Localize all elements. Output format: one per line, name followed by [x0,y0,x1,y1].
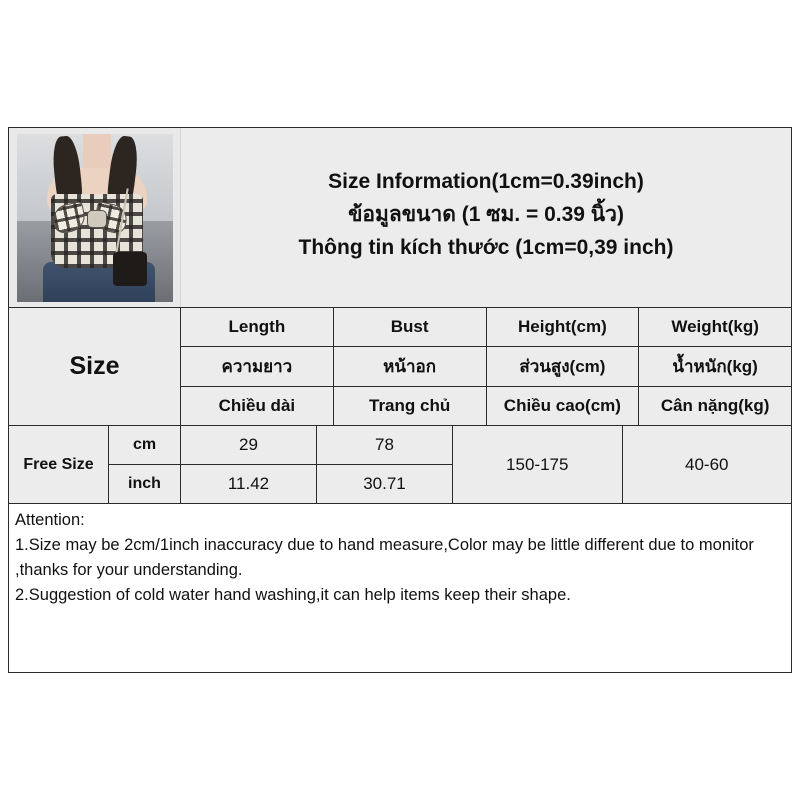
row-size-label: Free Size [9,426,109,503]
size-header-cell: Size [9,308,181,425]
title-line-th: ข้อมูลขนาด (1 ซม. = 0.39 นิ้ว) [348,203,624,226]
attention-line-1: 1.Size may be 2cm/1inch inaccuracy due to hand measure,Color may be little different due to monitor ,thanks for your understanding. [15,536,754,579]
title-cell [181,128,791,307]
column-header-weight [639,308,791,425]
column-header-length-vi: Chiều dài [181,387,333,425]
height-value: 150-175 [453,426,623,503]
attention-title: Attention: [15,511,85,529]
column-header-length [181,308,334,425]
shoulder-bag [113,252,147,286]
column-header-bust-en: Bust [334,308,486,347]
table-row [9,426,791,504]
column-header-bust-vi: Trang chủ [334,387,486,425]
column-header-height-en: Height(cm) [487,308,639,347]
weight-value: 40-60 [623,426,792,503]
title-line-en: Size Information(1cm=0.39inch) [328,170,644,193]
column-header-height-vi: Chiều cao(cm) [487,387,639,425]
bust-inch-value: 30.71 [317,465,452,503]
column-header-weight-en: Weight(kg) [639,308,791,347]
column-header-bust-th: หน้าอก [334,347,486,386]
size-chart-sheet [8,127,792,673]
unit-cm: cm [109,426,180,465]
row-units [109,426,181,503]
title-line-vi: Thông tin kích thước (1cm=0,39 inch) [298,236,674,259]
product-photo-cell [9,128,181,307]
bow-knot [87,210,107,228]
attention-block [9,504,791,608]
column-header-length-en: Length [181,308,333,347]
column-header-height [487,308,640,425]
length-inch-value: 11.42 [181,465,316,503]
attention-line-2: 2.Suggestion of cold water hand washing,it can help items keep their shape. [15,586,571,604]
column-header-bust [334,308,487,425]
table-header-row [9,308,791,426]
model-photo [17,134,173,302]
length-cm-value: 29 [181,426,316,465]
column-header-height-th: ส่วนสูง(cm) [487,347,639,386]
header-block [9,128,791,308]
column-header-weight-vi: Cân nặng(kg) [639,387,791,425]
bust-cm-value: 78 [317,426,452,465]
row-bust-values [317,426,453,503]
row-length-values [181,426,317,503]
measurement-header-columns [181,308,791,425]
unit-inch: inch [109,465,180,503]
column-header-length-th: ความยาว [181,347,333,386]
column-header-weight-th: น้ำหนัก(kg) [639,347,791,386]
